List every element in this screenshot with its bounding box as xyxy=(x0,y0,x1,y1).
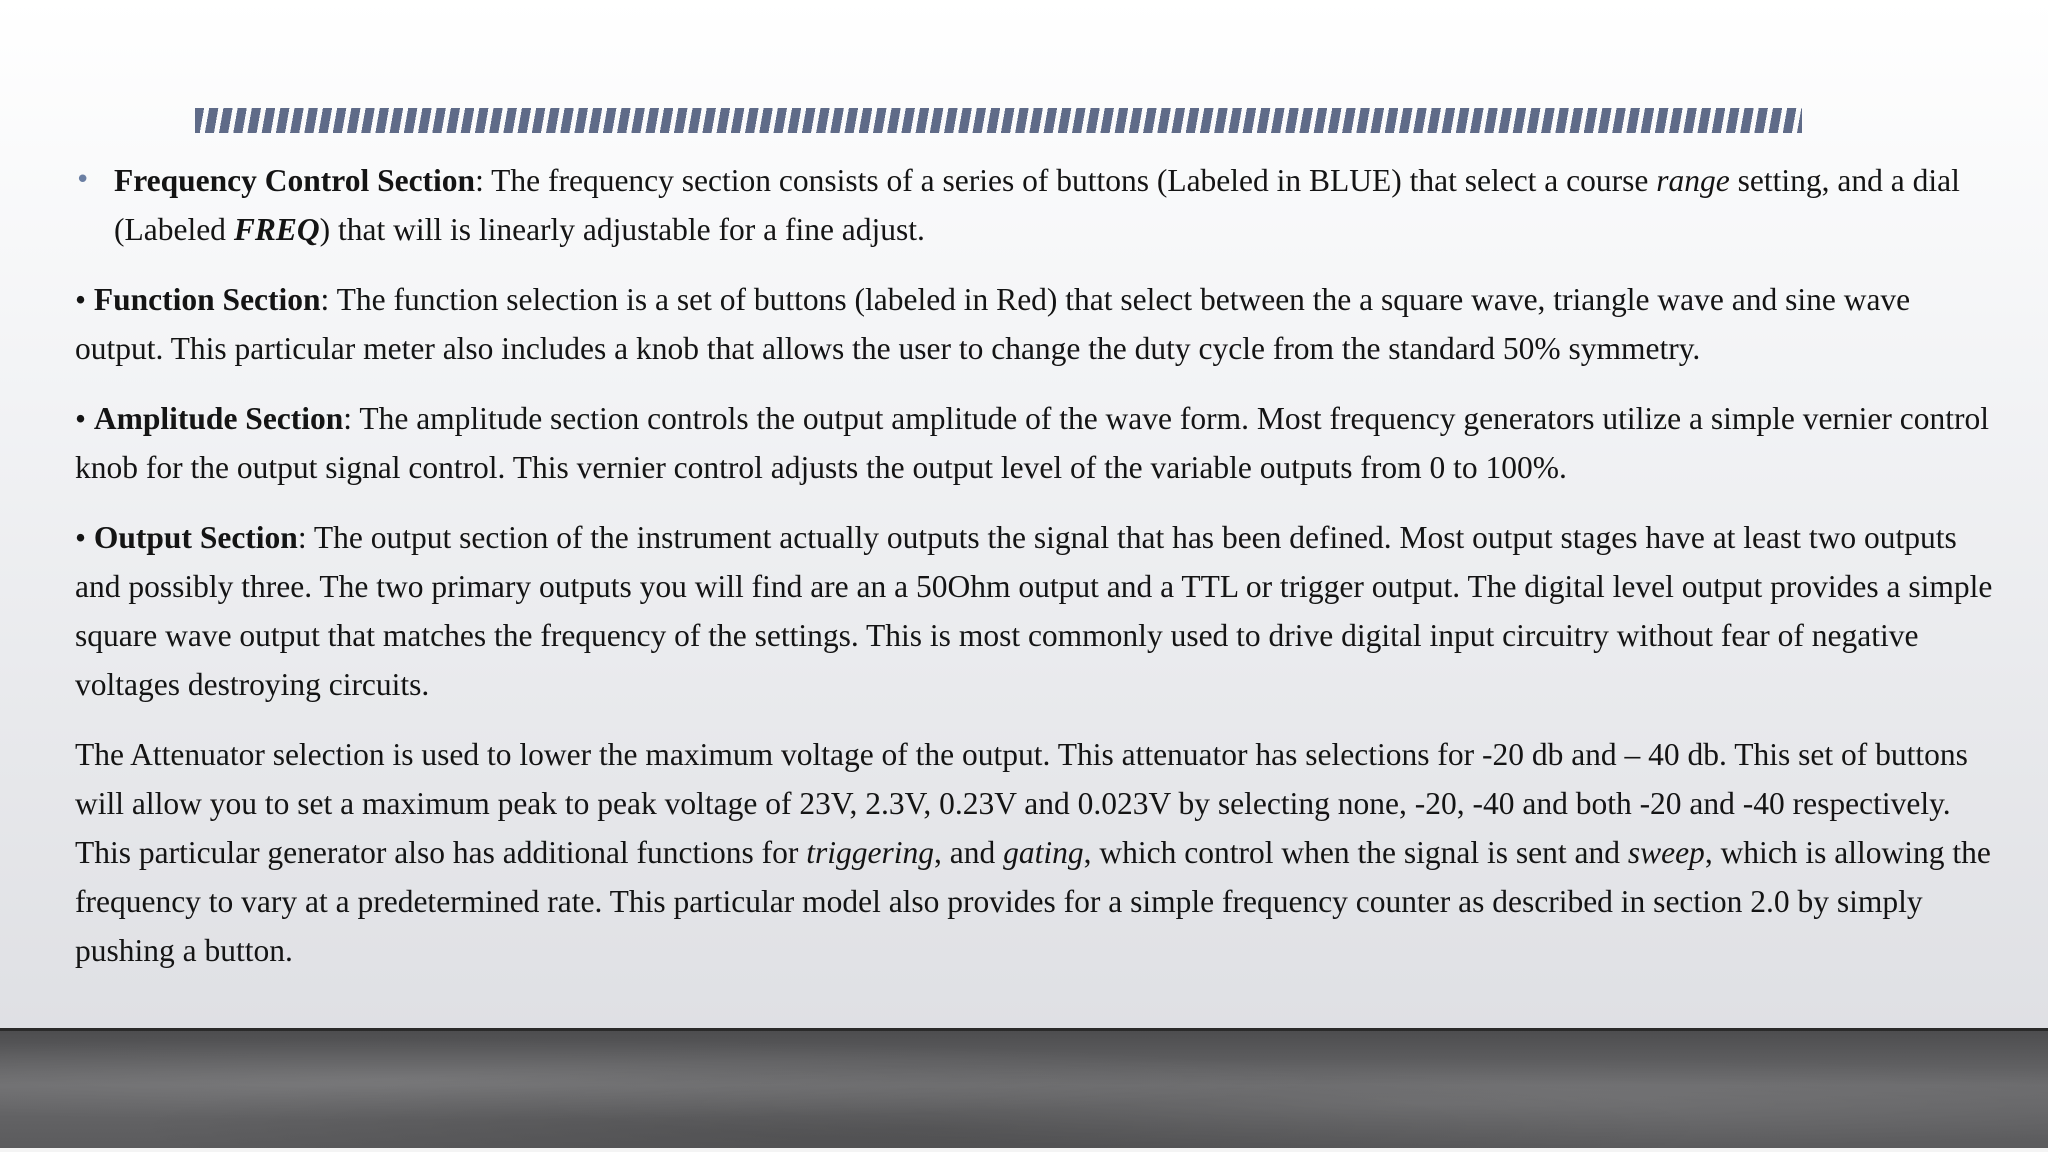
text-run: ) that will is linearly adjustable for a fine adjust. xyxy=(319,212,925,247)
emphasis-gating: gating xyxy=(1003,835,1084,870)
paragraph-amplitude-section xyxy=(75,394,2005,492)
decorative-stripe-bar xyxy=(195,108,1802,133)
floor-edge xyxy=(0,1148,2048,1152)
emphasis-triggering: triggering xyxy=(806,835,935,870)
paragraph-function-section xyxy=(75,275,2005,373)
text-run: , which is allowing the frequency to vary at a predetermined rate. This particular model also provides for a simple frequency counter as described in section 2.0 by simply pushing a button. xyxy=(75,835,1991,968)
heading-function-section: Function Section xyxy=(93,282,321,317)
text-run: setting, and a dial (Labeled xyxy=(114,163,1960,247)
bullet-icon: • xyxy=(75,165,91,195)
bullet-lead: • xyxy=(75,520,94,555)
bullet-lead: • xyxy=(75,282,94,317)
paragraph-frequency-control xyxy=(75,156,2005,254)
bullet-lead: • xyxy=(75,401,94,436)
emphasis-range: range xyxy=(1656,163,1730,198)
paragraph-attenuator xyxy=(75,730,2005,975)
text-run: : The frequency section consists of a series of buttons (Labeled in BLUE) that select a course xyxy=(475,163,1657,198)
text-run: : The amplitude section controls the output amplitude of the wave form. Most frequency generators utilize a simple vernier control knob for the output signal control. This vernier control adjusts the output level of the variable outputs from 0 to 100%. xyxy=(75,401,1989,485)
heading-amplitude-section: Amplitude Section xyxy=(93,401,344,436)
text-run: , and xyxy=(934,835,1004,870)
text-run: : The output section of the instrument actually outputs the signal that has been defined. Most output stages have at least two outputs and possibly three. The two primary outputs you will find are an a 50Ohm output and a TTL or trigger output. The digital level output provides a simple square wave output that matches the frequency of the settings. This is most commonly used to drive digital input circuitry without fear of negative voltages destroying circuits. xyxy=(75,520,1993,702)
text-run: , which control when the signal is sent and xyxy=(1083,835,1628,870)
slide-body xyxy=(75,156,2005,996)
heading-frequency-control: Frequency Control Section xyxy=(114,163,476,198)
text-run: The Attenuator selection is used to lower the maximum voltage of the output. This attenuator has selections for -20 db and – 40 db. This set of buttons will allow you to set a maximum peak to peak voltage of 23V, 2.3V, 0.23V and 0.023V by selecting none, -20, -40 and both -20 and -40 respectively. This particular generator also has additional functions for xyxy=(75,737,1968,870)
heading-output-section: Output Section xyxy=(93,520,298,555)
emphasis-sweep: sweep xyxy=(1627,835,1705,870)
paragraph-output-section xyxy=(75,513,2005,709)
floor-background xyxy=(0,1028,2048,1152)
text-run: : The function selection is a set of buttons (labeled in Red) that select between the a square wave, triangle wave and sine wave output. This particular meter also includes a knob that allows the user to change the duty cycle from the standard 50% symmetry. xyxy=(75,282,1911,366)
emphasis-freq: FREQ xyxy=(233,212,320,247)
